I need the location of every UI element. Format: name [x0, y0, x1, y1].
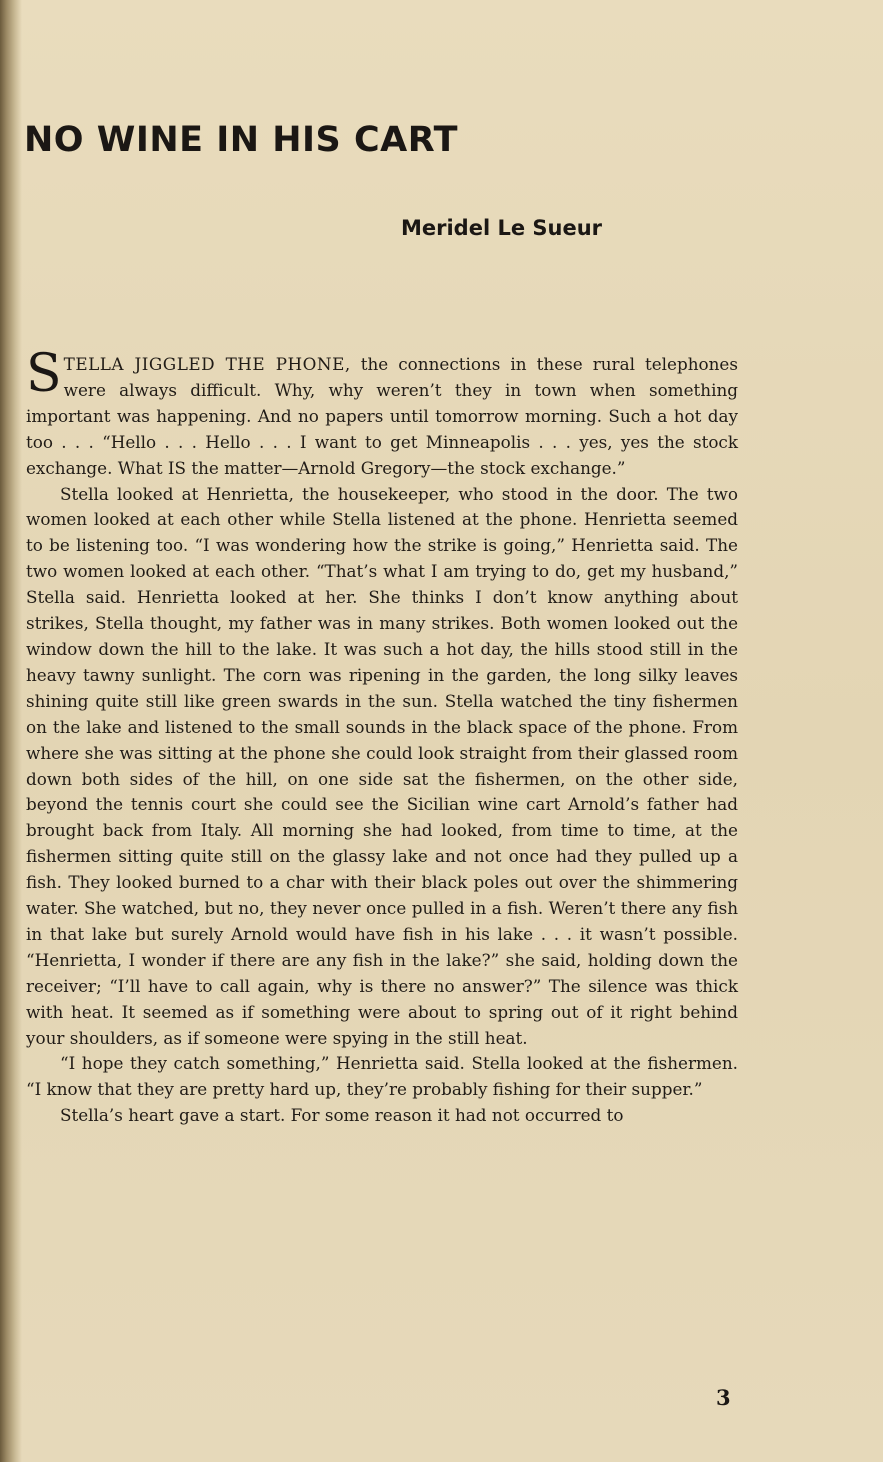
drop-cap: S	[26, 344, 62, 404]
paragraph-text: the connections in these rural telephones were always difficult. Why, why weren’t they in town when something important was happening. And no papers until tomorrow morning. Such a hot day too . . . “Hello . . . Hello . . . I want to get Minneapolis . . . yes, yes the stock exchange. What IS the matter—Arnold Gregory—the stock exchange.”	[26, 354, 738, 478]
story-body	[26, 344, 738, 1129]
story-title: NO WINE IN HIS CART	[24, 120, 458, 160]
paragraph: Stella looked at Henrietta, the housekeeper, who stood in the door. The two women looked at each other while Stella listened at the phone. Henrietta seemed to be listening too. “I was wondering how the strike is going,” Henrietta said. The two women looked at each other. “That’s what I am trying to do, get my husband,” Stella said. Henrietta looked at her. She thinks I don’t know anything about strikes, Stella thought, my father was in many strikes. Both women looked out the window down the hill to the lake. It was such a hot day, the hills stood still in the heavy tawny sunlight. The corn was ripening in the garden, the long silky leaves shining quite still like green swards in the sun. Stella watched the tiny fishermen on the lake and listened to the small sounds in the black space of the phone. From where she was sitting at the phone she could look straight from their glassed room down both sides of the hill, on one side sat the fishermen, on the other side, beyond the tennis court she could see the Sicilian wine cart Arnold’s father had brought back from Italy. All morning she had looked, from time to time, at the fishermen sitting quite still on the glassy lake and not once had they pulled up a fish. They looked burned to a char with their black poles out over the shimmering water. She watched, but no, they never once pulled in a fish. Weren’t there any fish in that lake but surely Arnold would have fish in his lake . . . it wasn’t possible. “Henrietta, I wonder if there are any fish in the lake?” she said, holding down the receiver; “I’ll have to call again, why is there no answer?” The silence was thick with heat. It seemed as if something were about to spring out of it right behind your shoulders, as if someone were spying in the still heat.	[26, 483, 738, 1048]
paragraph: “I hope they catch something,” Henrietta said. Stella looked at the fishermen. “I know that they are pretty hard up, they’re probably fishing for their supper.”	[26, 1053, 738, 1100]
author-name: Meridel Le Sueur	[400, 216, 603, 240]
lead-in-small-caps: TELLA JIGGLED THE PHONE,	[63, 354, 351, 374]
opening-paragraph	[26, 344, 738, 482]
page-number: 3	[716, 1385, 731, 1410]
paragraph: Stella’s heart gave a start. For some reason it had not occurred to	[60, 1105, 624, 1126]
